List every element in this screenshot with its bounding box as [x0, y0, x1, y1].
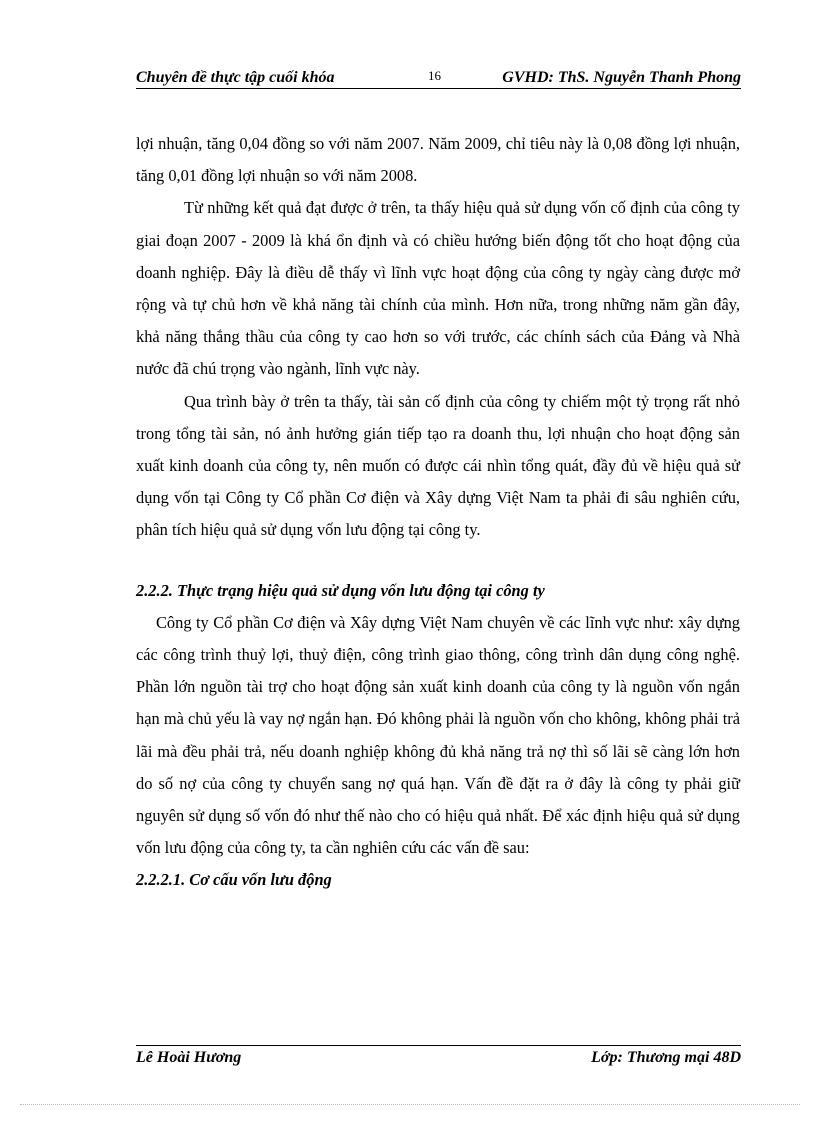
- page-bottom-dotted-line: [20, 1104, 800, 1105]
- document-body: [136, 128, 740, 897]
- header-title: Chuyên đề thực tập cuối khóa: [136, 69, 335, 86]
- paragraph-3: Qua trình bày ở trên ta thấy, tài sản cố định của công ty chiếm một tỷ trọng rất nhỏ trong tổng tài sản, nó ảnh hưởng gián tiếp tạo ra doanh thu, lợi nhuận cho hoạt động sản xuất kinh doanh của công ty, nên muốn có được cái nhìn tổng quát, đầy đủ về hiệu quả sử dụng vốn tại Công ty Cổ phần Cơ điện và Xây dựng Việt Nam ta phải đi sâu nghiên cứu, phân tích hiệu quả sử dụng vốn lưu động tại công ty.: [136, 391, 740, 540]
- paragraph-2: Từ những kết quả đạt được ở trên, ta thấy hiệu quả sử dụng vốn cố định của công ty giai đoạn 2007 - 2009 là khá ổn định và có chiều hướng biến động tốt cho hoạt động của doanh nghiệp. Đây là điều dễ thấy vì lĩnh vực hoạt động của công ty ngày càng được mở rộng và tự chủ hơn về khả năng tài chính của mình. Hơn nữa, trong những năm gần đây, khả năng thắng thầu của công ty cao hơn so với trước, các chính sách của Đảng và Nhà nước đã chú trọng vào ngành, lĩnh vực này.: [136, 198, 740, 379]
- spacer: [136, 547, 740, 575]
- page-header: [136, 68, 741, 89]
- page-footer: [136, 1045, 741, 1066]
- footer-author: Lê Hoài Hương: [136, 1049, 242, 1066]
- section-heading-2-2-2-1: 2.2.2.1. Cơ cấu vốn lưu động: [136, 870, 332, 890]
- section-heading-2-2-2: 2.2.2. Thực trạng hiệu quả sử dụng vốn lưu động tại công ty: [136, 580, 545, 600]
- page-number: 16: [428, 68, 441, 83]
- header-advisor: GVHD: ThS. Nguyễn Thanh Phong: [502, 69, 741, 86]
- footer-class: Lớp: Thương mại 48D: [591, 1049, 741, 1066]
- paragraph-4: Công ty Cổ phần Cơ điện và Xây dựng Việt Nam chuyên về các lĩnh vực như: xây dựng các công trình thuỷ lợi, thuỷ điện, công trình giao thông, công trình dân dụng công nghệ. Phần lớn nguồn tài trợ cho hoạt động sản xuất kinh doanh của công ty là nguồn vốn ngắn hạn mà chủ yếu là vay nợ ngắn hạn. Đó không phải là nguồn vốn cho không, không phải trả lãi mà đều phải trả, nếu doanh nghiệp không đủ khả năng trả nợ thì số lãi sẽ càng lớn hơn do số nợ của công ty chuyển sang nợ quá hạn. Vấn đề đặt ra ở đây là công ty phải giữ nguyên sử dụng số vốn đó như thế nào cho có hiệu quả nhất. Để xác định hiệu quả sử dụng vốn lưu động của công ty, ta cần nghiên cứu các vấn đề sau:: [136, 612, 740, 858]
- paragraph-1: lợi nhuận, tăng 0,04 đồng so với năm 2007. Năm 2009, chỉ tiêu này là 0,08 đồng lợi nhuận, tăng 0,01 đồng lợi nhuận so với năm 2008.: [136, 134, 740, 186]
